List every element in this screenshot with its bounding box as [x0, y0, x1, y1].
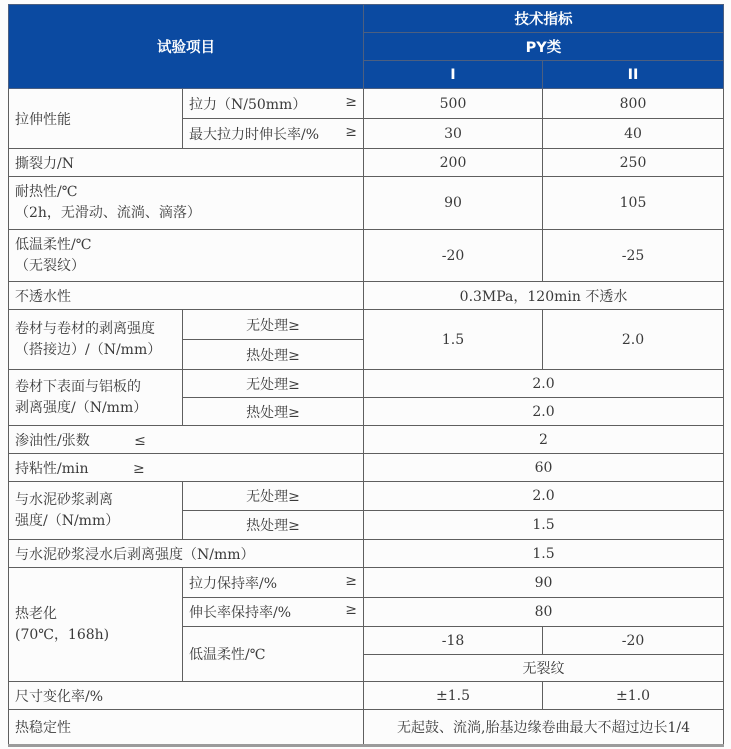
cell-heat-resistance-II: 105	[543, 177, 724, 230]
row-low-temp	[9, 230, 724, 282]
row-tensile-force	[9, 89, 724, 119]
header-tech-index: 技术指标	[364, 5, 724, 33]
cell-low-temp-I: -20	[364, 230, 543, 282]
cell-tear-I: 200	[364, 149, 543, 177]
cell-max-elongation-label: ≥ 最大拉力时伸长率/%	[183, 119, 364, 149]
cell-low-temp-label: 低温柔性/℃ （无裂纹）	[9, 230, 364, 282]
cell-aging-tension-value: 90	[364, 568, 724, 598]
row-oil-permeation	[9, 426, 724, 454]
cell-tear-II: 250	[543, 149, 724, 177]
header-py-class: PY类	[364, 33, 724, 61]
cell-aging-lowtemp-label: 低温柔性/℃	[183, 627, 364, 682]
cell-aging-elongation-value: 80	[364, 598, 724, 627]
header-grade-ii: II	[543, 61, 724, 89]
cell-peel-aluminum-untreated: 无处理≥	[183, 370, 364, 398]
cell-mortar-wet-peel-value: 1.5	[364, 540, 724, 568]
row-heat-resistance	[9, 177, 724, 230]
cell-peel-aluminum-label: 卷材下表面与铝板的 剥离强度/（N/mm）	[9, 370, 183, 426]
header-test-item: 试验项目	[9, 5, 364, 89]
cell-oil-permeation-value: 2	[364, 426, 724, 454]
cell-peel-roll-I: 1.5	[364, 310, 543, 370]
cell-peel-aluminum-treated: 热处理≥	[183, 398, 364, 426]
row-dimension-change	[9, 682, 724, 710]
cell-aging-lowtemp-II: -20	[543, 627, 724, 655]
cell-thermal-stability-label: 热稳定性	[9, 710, 364, 746]
ge-symbol: ≥	[345, 93, 357, 110]
cell-peel-roll-treated: 热处理≥	[183, 340, 364, 370]
ge-symbol: ≥	[132, 460, 145, 477]
cell-peel-aluminum-untreated-value: 2.0	[364, 370, 724, 398]
cell-peel-roll-II: 2.0	[543, 310, 724, 370]
row-tear	[9, 149, 724, 177]
cell-aging-lowtemp-crack: 无裂纹	[364, 655, 724, 682]
cell-max-elongation-I: 30	[364, 119, 543, 149]
row-impermeability	[9, 282, 724, 310]
cell-peel-aluminum-treated-value: 2.0	[364, 398, 724, 426]
cell-dimension-change-I: ±1.5	[364, 682, 543, 710]
row-tackiness	[9, 454, 724, 482]
cell-dimension-change-II: ±1.0	[543, 682, 724, 710]
cell-oil-permeation-label: 渗油性/张数 ≤	[9, 426, 364, 454]
row-peel-aluminum-untreated	[9, 370, 724, 398]
cell-thermal-stability-value: 无起鼓、流淌,胎基边缘卷曲最大不超过边长1/4	[364, 710, 724, 746]
cell-impermeability-value: 0.3MPa，120min 不透水	[364, 282, 724, 310]
cell-peel-roll-label: 卷材与卷材的剥离强度 （搭接边）/（N/mm）	[9, 310, 183, 370]
cell-mortar-peel-untreated: 无处理≥	[183, 482, 364, 511]
cell-tackiness-label: 持粘性/min ≥	[9, 454, 364, 482]
spec-table	[8, 4, 724, 747]
cell-heat-aging-label: 热老化 (70℃，168h)	[9, 568, 183, 682]
cell-tackiness-value: 60	[364, 454, 724, 482]
ge-symbol: ≥	[345, 123, 357, 140]
cell-mortar-peel-untreated-value: 2.0	[364, 482, 724, 511]
cell-mortar-wet-peel-label: 与水泥砂浆浸水后剥离强度（N/mm）	[9, 540, 364, 568]
row-mortar-peel-untreated	[9, 482, 724, 511]
cell-tensile-force-I: 500	[364, 89, 543, 119]
cell-aging-tension-label: ≥ 拉力保持率/%	[183, 568, 364, 598]
cell-heat-resistance-label: 耐热性/℃ （2h，无滑动、流淌、滴落）	[9, 177, 364, 230]
le-symbol: ≤	[134, 432, 146, 449]
cell-tear-label: 撕裂力/N	[9, 149, 364, 177]
cell-heat-resistance-I: 90	[364, 177, 543, 230]
header-row-1	[9, 5, 724, 33]
cell-tensile-force-II: 800	[543, 89, 724, 119]
cell-impermeability-label: 不透水性	[9, 282, 364, 310]
cell-peel-roll-untreated: 无处理≥	[183, 310, 364, 340]
cell-mortar-peel-treated-value: 1.5	[364, 511, 724, 540]
cell-low-temp-II: -25	[543, 230, 724, 282]
cell-tensile-group: 拉伸性能	[9, 89, 183, 149]
cell-aging-elongation-label: ≥ 伸长率保持率/%	[183, 598, 364, 627]
header-grade-i: I	[364, 61, 543, 89]
ge-symbol: ≥	[345, 602, 357, 618]
cell-mortar-peel-treated: 热处理≥	[183, 511, 364, 540]
cell-tensile-force-label: ≥ 拉力（N/50mm）	[183, 89, 364, 119]
row-thermal-stability	[9, 710, 724, 746]
row-peel-roll-untreated	[9, 310, 724, 340]
row-mortar-wet-peel	[9, 540, 724, 568]
cell-mortar-peel-label: 与水泥砂浆剥离 强度/（N/mm）	[9, 482, 183, 540]
cell-aging-lowtemp-I: -18	[364, 627, 543, 655]
row-aging-tension	[9, 568, 724, 598]
cell-max-elongation-II: 40	[543, 119, 724, 149]
ge-symbol: ≥	[345, 572, 357, 589]
cell-dimension-change-label: 尺寸变化率/%	[9, 682, 364, 710]
